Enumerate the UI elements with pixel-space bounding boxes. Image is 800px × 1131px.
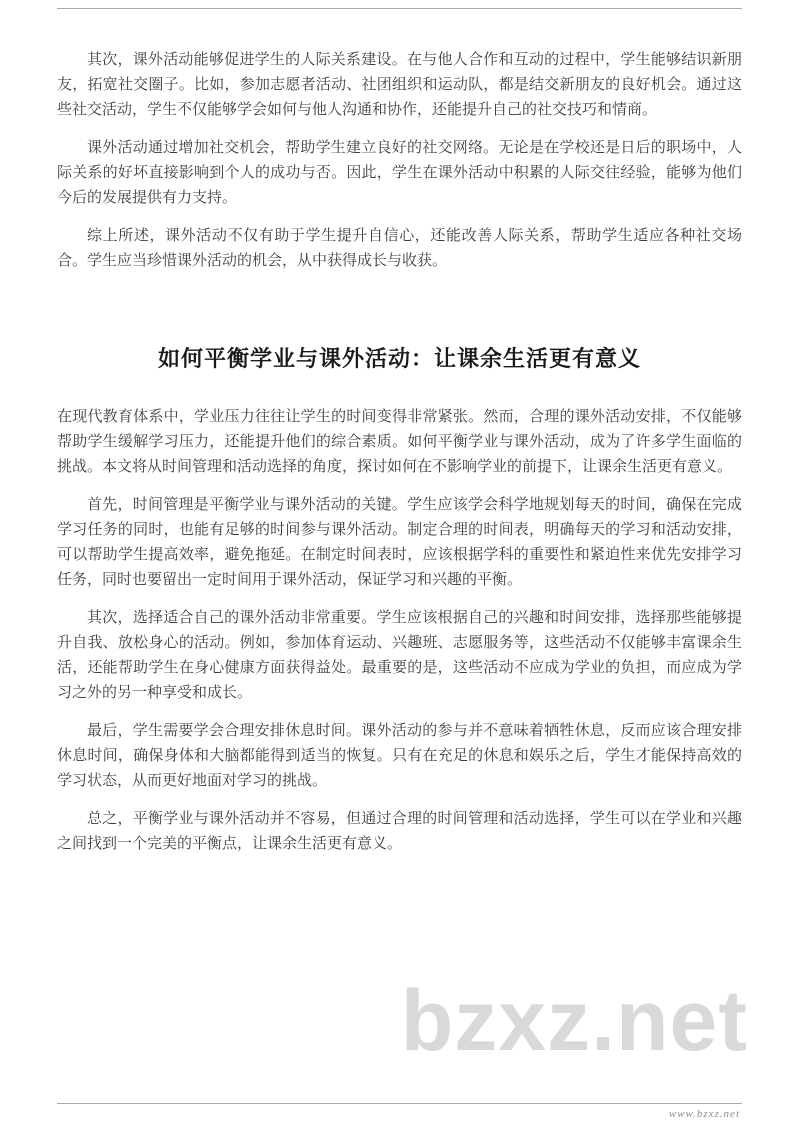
paragraph: 总之，平衡学业与课外活动并不容易，但通过合理的时间管理和活动选择，学生可以在学业和兴趣之间找到一个完美的平衡点，让课余生活更有意义。 bbox=[57, 811, 742, 852]
document-title: 如何平衡学业与课外活动：让课余生活更有意义 bbox=[157, 346, 641, 371]
paragraph: 其次，课外活动能够促进学生的人际关系建设。在与他人合作和互动的过程中，学生能够结识新朋友，拓宽社交圈子。比如，参加志愿者活动、社团组织和运动队，都是结交新朋友的良好机会。通过这些社交活动，学生不仅能够学会如何与他人沟通和协作，还能提升自己的社交技巧和情商。 bbox=[57, 52, 742, 118]
footer-url: www.bzxz.net bbox=[668, 1108, 740, 1120]
watermark: bzxz.net bbox=[400, 973, 748, 1069]
paragraph: 首先，时间管理是平衡学业与课外活动的关键。学生应该学会科学地规划每天的时间，确保在完成学习任务的同时，也能有足够的时间参与课外活动。制定合理的时间表，明确每天的学习和活动安排，可以帮助学生提高效率，避免拖延。在制定时间表时，应该根据学科的重要性和紧迫性来优先安排学习任务，同时也要留出一定时间用于课外活动，保证学习和兴趣的平衡。 bbox=[57, 497, 742, 588]
paragraph: 其次，选择适合自己的课外活动非常重要。学生应该根据自己的兴趣和时间安排，选择那些能够提升自我、放松身心的活动。例如，参加体育运动、兴趣班、志愿服务等，这些活动不仅能够丰富课余生活，还能帮助学生在身心健康方面获得益处。最重要的是，这些活动不应成为学业的负担，而应成为学习之外的另一种享受和成长。 bbox=[57, 610, 742, 701]
paragraph: 在现代教育体系中，学业压力往往让学生的时间变得非常紧张。然而，合理的课外活动安排，不仅能够帮助学生缓解学习压力，还能提升他们的综合素质。如何平衡学业与课外活动，成为了许多学生面临的挑战。本文将从时间管理和活动选择的角度，探讨如何在不影响学业的前提下，让课余生活更有意义。 bbox=[57, 409, 742, 475]
paragraph: 综上所述，课外活动不仅有助于学生提升自信心，还能改善人际关系，帮助学生适应各种社交场合。学生应当珍惜课外活动的机会，从中获得成长与收获。 bbox=[57, 228, 742, 269]
paragraph: 课外活动通过增加社交机会，帮助学生建立良好的社交网络。无论是在学校还是日后的职场中，人际关系的好坏直接影响到个人的成功与否。因此，学生在课外活动中积累的人际交往经验，能够为他们今后的发展提供有力支持。 bbox=[57, 140, 742, 206]
top-rule bbox=[57, 8, 742, 9]
document-content bbox=[57, 48, 742, 870]
paragraph: 最后，学生需要学会合理安排休息时间。课外活动的参与并不意味着牺牲休息，反而应该合理安排休息时间，确保身体和大脑都能得到适当的恢复。只有在充足的休息和娱乐之后，学生才能保持高效的学习状态，从而更好地面对学习的挑战。 bbox=[57, 723, 742, 789]
bottom-rule bbox=[57, 1103, 742, 1104]
